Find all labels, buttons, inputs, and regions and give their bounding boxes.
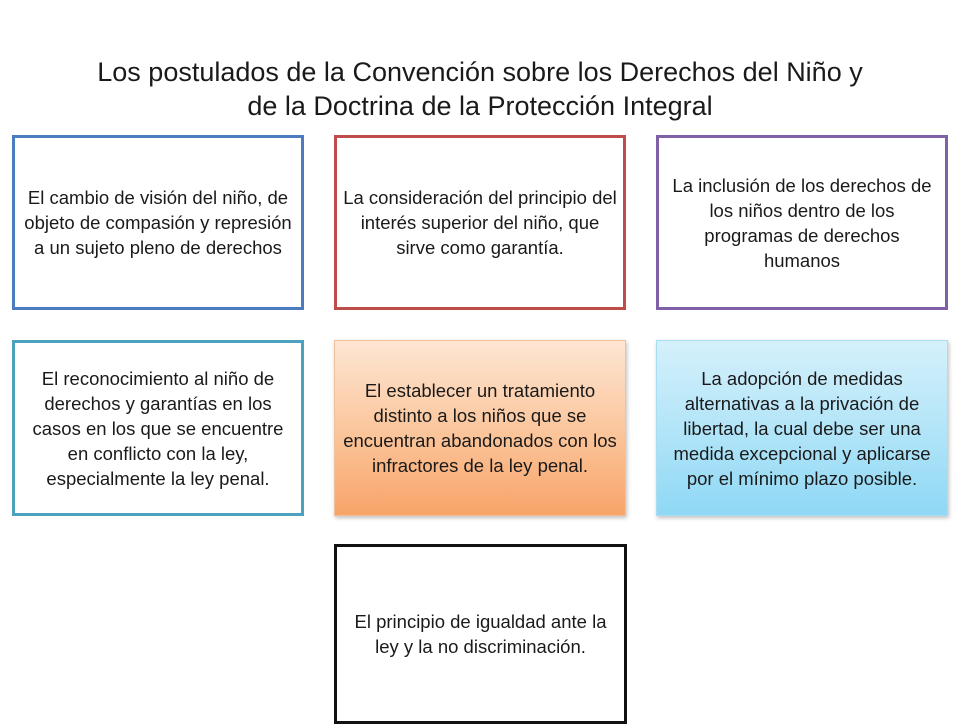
title-line-1: Los postulados de la Convención sobre los Derechos del Niño y (97, 57, 863, 87)
title-line-2: de la Doctrina de la Protección Integral (247, 91, 713, 121)
diagram-title (40, 55, 920, 123)
box-text: El establecer un tratamiento distinto a los niños que se encuentran abandonados con los infractores de la ley penal. (343, 380, 617, 476)
box-text: El cambio de visión del niño, de objeto de compasión y represión a un sujeto pleno de derechos (24, 187, 292, 258)
box-medidas-alternativas (656, 340, 948, 516)
box-text: El principio de igualdad ante la ley y la no discriminación. (354, 611, 607, 657)
box-derechos-humanos (656, 135, 948, 310)
box-text: El reconocimiento al niño de derechos y garantías en los casos en los que se encuentre en conflicto con la ley, especialmente la ley penal. (32, 367, 284, 489)
box-text: La consideración del principio del interés superior del niño, que sirve como garantía. (343, 187, 617, 258)
box-conflicto-ley (12, 340, 304, 516)
box-tratamiento-distinto (334, 340, 626, 516)
box-text: La inclusión de los derechos de los niños dentro de los programas de derechos humanos (672, 174, 932, 271)
box-text: La adopción de medidas alternativas a la privación de libertad, la cual debe ser una medida excepcional y aplicarse por el mínimo plazo posible. (673, 367, 931, 489)
box-interes-superior (334, 135, 626, 310)
box-cambio-vision (12, 135, 304, 310)
box-igualdad (334, 544, 627, 724)
